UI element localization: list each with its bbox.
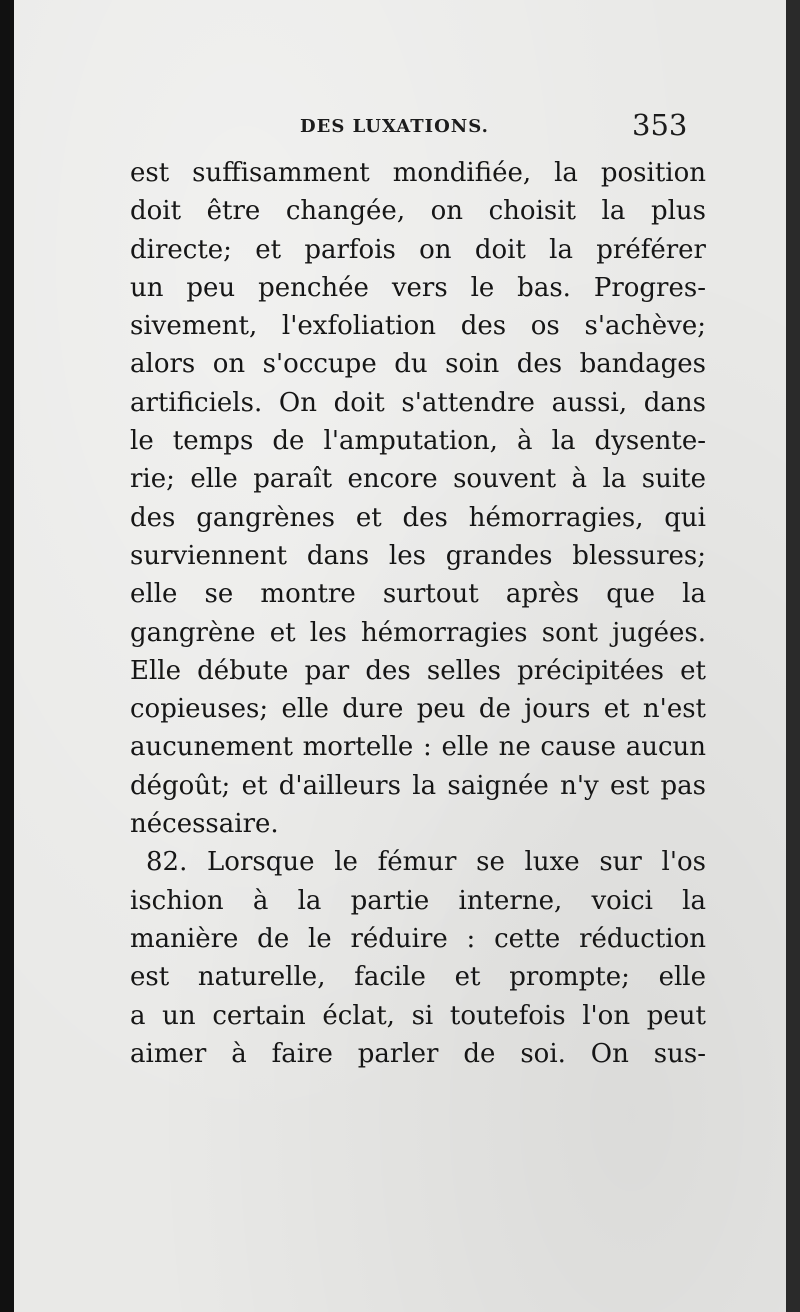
text-line: le temps de l'amputation, à la dysente- (130, 426, 706, 457)
text-line: artificiels. On doit s'attendre aussi, dans (130, 387, 706, 418)
text-line: dégoût; et d'ailleurs la saignée n'y est pas (130, 770, 706, 801)
text-line: doit être changée, on choisit la plus (130, 196, 706, 227)
text-line: alors on s'occupe du soin des bandages (130, 349, 706, 380)
text-line: surviennent dans les grandes blessures; (130, 540, 706, 571)
text-line: rie; elle paraît encore souvent à la suite (130, 464, 706, 495)
text-line: gangrène et les hémorragies sont jugées. (130, 617, 706, 648)
text-line: nécessaire. (130, 809, 279, 840)
text-line: copieuses; elle dure peu de jours et n'est (130, 694, 706, 725)
text-line: ischion à la partie interne, voici la (130, 885, 706, 916)
page-number: 353 (632, 108, 688, 142)
running-head-title: DES LUXATIONS. (300, 116, 489, 137)
text-line: est naturelle, facile et prompte; elle (130, 962, 706, 993)
text-line: Elle débute par des selles précipitées et (130, 655, 706, 686)
text-line: sivement, l'exfoliation des os s'achève; (130, 311, 706, 342)
text-line: directe; et parfois on doit la préférer (130, 234, 706, 265)
page-edge-shadow (786, 0, 800, 1312)
text-line: des gangrènes et des hémorragies, qui (130, 502, 706, 533)
text-line: a un certain éclat, si toutefois l'on peut (130, 1000, 706, 1031)
text-line: un peu penchée vers le bas. Progres- (130, 272, 706, 303)
text-line: elle se montre surtout après que la (130, 579, 706, 610)
text-line: est suffisamment mondifiée, la position (130, 158, 706, 188)
text-line: aimer à faire parler de soi. On sus- (130, 1038, 706, 1069)
running-head (0, 108, 800, 148)
body-text (130, 154, 706, 1073)
text-line: aucunement mortelle : elle ne cause aucun (130, 732, 706, 763)
text-line: 82. Lorsque le fémur se luxe sur l'os (146, 847, 706, 878)
text-line: manière de le réduire : cette réduction (130, 923, 706, 954)
